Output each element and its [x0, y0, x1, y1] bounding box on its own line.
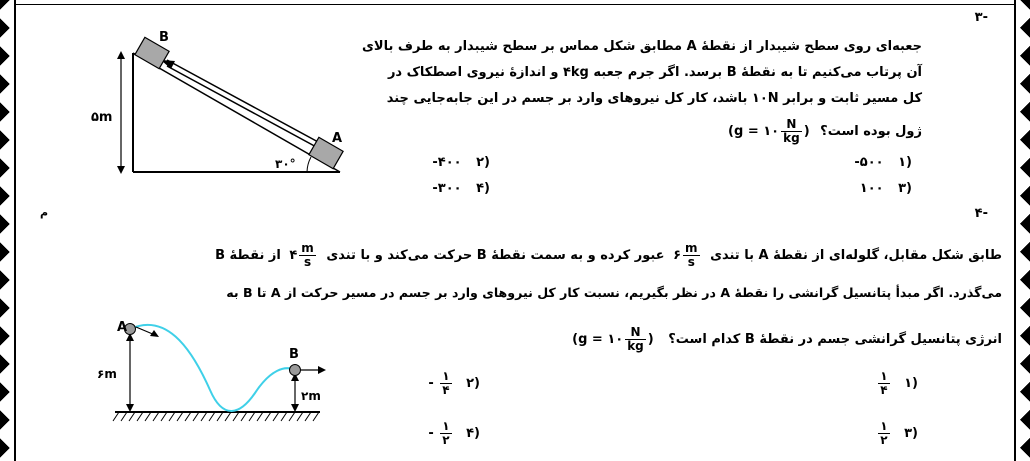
q4-option-2[interactable]	[428, 370, 480, 397]
q4-height-a-arrow-bottom-icon	[126, 404, 134, 412]
q3-question-end: ژول بوده است؟	[820, 124, 922, 139]
q4-line1-part-c: از نقطهٔ B	[215, 248, 281, 263]
q3-g-prefix: (g = ۱۰	[728, 124, 780, 139]
right-border-decoration	[1018, 0, 1030, 461]
q4-height-b-arrow-bottom-icon	[291, 404, 299, 412]
q4-option-3-num: ۱	[880, 419, 888, 433]
q3-angle-arc	[307, 157, 311, 172]
q3-option-3-value: ۱۰۰	[859, 181, 884, 196]
q4-option-4-sign: -	[428, 426, 434, 441]
q3-option-4-value: ۳۰۰-	[432, 181, 462, 196]
q4-speed1	[673, 242, 701, 269]
q3-line4	[728, 118, 922, 145]
q4-option-3-value	[878, 420, 889, 447]
q3-option-1-number: (۱	[898, 155, 912, 170]
q4-speed1-unit-num: m	[685, 241, 698, 255]
left-border-decoration	[0, 0, 12, 461]
q4-trajectory-curve	[130, 325, 295, 411]
q3-option-1-value: ۵۰۰-	[854, 155, 884, 170]
q4-g-value	[572, 326, 654, 353]
q3-option-3[interactable]	[860, 181, 912, 196]
q4-option-1-den: ۴	[880, 383, 888, 397]
q4-ball-b	[290, 365, 301, 376]
q3-option-2-number: (۲	[476, 155, 490, 170]
q4-option-1-number: (۱	[904, 376, 918, 391]
q4-speed1-value: ۶	[673, 248, 682, 263]
q4-speed2-unit-num: m	[301, 241, 314, 255]
q4-option-4[interactable]	[428, 420, 480, 447]
q4-speed2	[289, 242, 317, 269]
q4-speed1-unit	[683, 242, 700, 269]
q4-option-2-number: (۲	[466, 376, 480, 391]
q4-option-2-den: ۴	[442, 383, 450, 397]
q4-option-4-num: ۱	[442, 419, 450, 433]
q3-g-unit-den: kg	[783, 131, 800, 145]
q3-label-b: B	[159, 30, 169, 45]
q4-height-a-label: ۶m	[97, 367, 117, 381]
q4-option-4-value	[440, 420, 451, 447]
q3-line1: جعبه‌ای روی سطح شیبدار از نقطهٔ A مطابق شکل مماس بر سطح شیبدار به طرف بالای	[361, 39, 922, 54]
q3-incline-figure	[91, 25, 355, 195]
q3-height-arrow-bottom-icon	[117, 166, 125, 174]
q3-option-1[interactable]	[854, 155, 912, 170]
q4-label-a: A	[117, 320, 128, 335]
q4-question-end: انرژی پتانسیل گرانشی جسم در نقطهٔ B کدام است؟	[668, 332, 1002, 347]
q4-speed1-unit-den: s	[687, 255, 695, 269]
q3-height-arrow-top-icon	[117, 51, 125, 59]
q4-g-unit-den: kg	[627, 339, 644, 353]
q4-option-2-value	[440, 370, 451, 397]
q3-g-unit	[781, 118, 802, 145]
q3-line3: کل مسیر ثابت و برابر ۱۰N باشد، کار کل نیروهای وارد بر جسم در این جابه‌جایی چند	[386, 91, 922, 106]
top-rule	[16, 4, 1014, 5]
q4-g-suffix: )	[647, 332, 654, 347]
q4-option-2-sign: -	[428, 376, 434, 391]
q4-option-4-number: (۴	[466, 426, 480, 441]
q4-speed2-unit	[299, 242, 316, 269]
q4-line1-part-b: عبور کرده و به سمت نقطهٔ B حرکت می‌کند و با تندی	[326, 248, 665, 263]
q4-ball-path-figure	[95, 315, 355, 445]
q4-g-unit	[625, 326, 646, 353]
q4-ground-hatching	[113, 412, 319, 421]
q4-line2: می‌گذرد. اگر مبدأ پتانسیل گرانشی را نقطهٔ A در نظر بگیریم، نسبت کار کل نیروهای وارد بر جسم در مسیر حرکت از A تا B به	[226, 285, 1002, 300]
q4-option-4-den: ۲	[442, 433, 450, 447]
q4-line1-part-a: طابق شکل مقابل، گلوله‌ای از نقطهٔ A با تندی	[710, 248, 1002, 263]
q4-line3	[572, 326, 1002, 353]
q3-g-unit-num: N	[781, 118, 802, 132]
q3-option-3-number: (۳	[898, 181, 912, 196]
q4-number: -۴	[974, 206, 988, 221]
q4-velocity-b-arrow-head-icon	[318, 366, 326, 374]
left-border-line	[14, 0, 16, 461]
q4-line1	[215, 242, 1002, 269]
q4-option-2-num: ۱	[442, 369, 450, 383]
q4-label-b: B	[289, 347, 299, 362]
q4-g-unit-num: N	[625, 326, 646, 340]
right-border-line	[1014, 0, 1016, 461]
q3-number: -۳	[974, 10, 988, 25]
q3-option-2[interactable]	[432, 155, 490, 170]
q3-option-4[interactable]	[432, 181, 490, 196]
q3-height-label: ۵m	[91, 110, 113, 125]
q3-motion-arrow-second	[167, 66, 320, 149]
q4-option-1-value	[878, 370, 889, 397]
q3-g-value	[728, 118, 810, 145]
side-mark: م	[40, 206, 49, 219]
q3-option-2-value: ۴۰۰-	[432, 155, 462, 170]
q3-option-4-number: (۴	[476, 181, 490, 196]
q4-g-prefix: (g = ۱۰	[572, 332, 624, 347]
q4-option-3-den: ۲	[880, 433, 888, 447]
q4-speed2-unit-den: s	[303, 255, 312, 269]
q4-option-1-num: ۱	[880, 369, 888, 383]
q3-angle-label: ۳۰°	[275, 157, 296, 171]
q3-label-a: A	[332, 131, 343, 146]
q3-line2: آن پرتاب می‌کنیم تا به نقطهٔ B برسد. اگر جرم جعبه ۴kg و اندازهٔ نیروی اصطکاک در	[387, 65, 922, 80]
q4-option-1[interactable]	[876, 370, 918, 397]
q4-speed2-value: ۴	[289, 248, 298, 263]
q4-option-3-number: (۳	[904, 426, 918, 441]
q4-option-3[interactable]	[876, 420, 918, 447]
q3-g-suffix: )	[803, 124, 810, 139]
q3-motion-arrow	[167, 60, 320, 143]
q4-height-b-label: ۲m	[301, 389, 321, 403]
